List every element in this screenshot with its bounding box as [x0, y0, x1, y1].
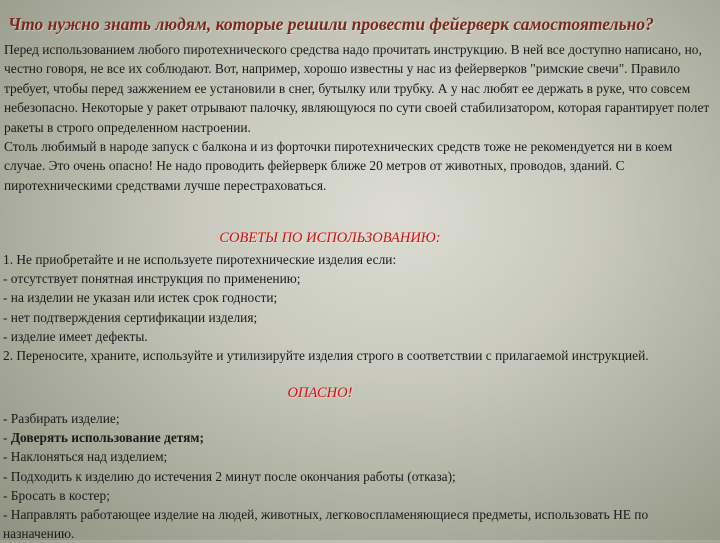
intro-text: [4, 40, 716, 195]
danger-line-2-bold: Доверять использование детям;: [10, 430, 205, 446]
danger-line-3: - Наклоняться над изделием;: [3, 449, 168, 465]
tips-list: [3, 250, 715, 365]
slide-title: Что нужно знать людям, которые решили провести фейерверк самостоятельно?: [8, 14, 654, 34]
danger-line-4: - Подходить к изделию до истечения 2 минут после окончания работы (отказа);: [3, 468, 456, 484]
danger-line-2-prefix: -: [3, 430, 11, 446]
tips-line-2: - отсутствует понятная инструкция по применению;: [3, 271, 301, 287]
danger-list: [3, 409, 715, 543]
tips-line-4: - нет подтверждения сертификации изделия;: [3, 309, 258, 325]
intro-paragraph-1: Перед использованием любого пиротехнического средства надо прочитать инструкцию. В ней все доступно написано, но, честно говоря, не все их соблюдают. Вот, например, хорошо известны у нас из фейерверков "римские свечи". Правило требует, чтобы перед зажжением ее установили в снег, бутылку или трубку. А у нас любят ее держать в руке, что совсем небезопасно. Некоторые у ракет отрывают палочку, являющуюся по сути своей стабилизатором, которая гарантирует полет ракеты в строго определенном настроении.: [4, 42, 710, 135]
danger-line-1: - Разбирать изделие;: [3, 411, 120, 426]
tips-line-5: - изделие имеет дефекты.: [3, 328, 148, 344]
tips-heading-wrap: [0, 230, 720, 247]
tips-line-1: 1. Не приобретайте и не используете пиротехнические изделия если:: [3, 252, 397, 267]
danger-line-2: [3, 428, 715, 447]
tips-line-6: 2. Переносите, храните, используйте и утилизируйте изделия строго в соответствии с прилагаемой инструкцией.: [3, 348, 649, 364]
tips-heading: СОВЕТЫ ПО ИСПОЛЬЗОВАНИЮ:: [219, 230, 441, 246]
danger-line-6: - Направлять работающее изделие на людей, животных, легковоспламеняющиеся предметы, использовать НЕ по назначению.: [3, 507, 649, 542]
danger-line-5: - Бросать в костер;: [3, 487, 110, 503]
intro-paragraph-2: Столь любимый в народе запуск с балкона и из форточки пиротехнических средств тоже не рекомендуется ни в коем случае. Это очень опасно! Не надо проводить фейерверк ближе 20 метров от животных, проводов, зданий. С пиротехническими средствами лучше перестраховаться.: [4, 139, 673, 193]
tips-line-3: - на изделии не указан или истек срок годности;: [3, 290, 278, 306]
danger-heading-wrap: [0, 385, 720, 402]
danger-heading: ОПАСНО!: [287, 385, 353, 401]
